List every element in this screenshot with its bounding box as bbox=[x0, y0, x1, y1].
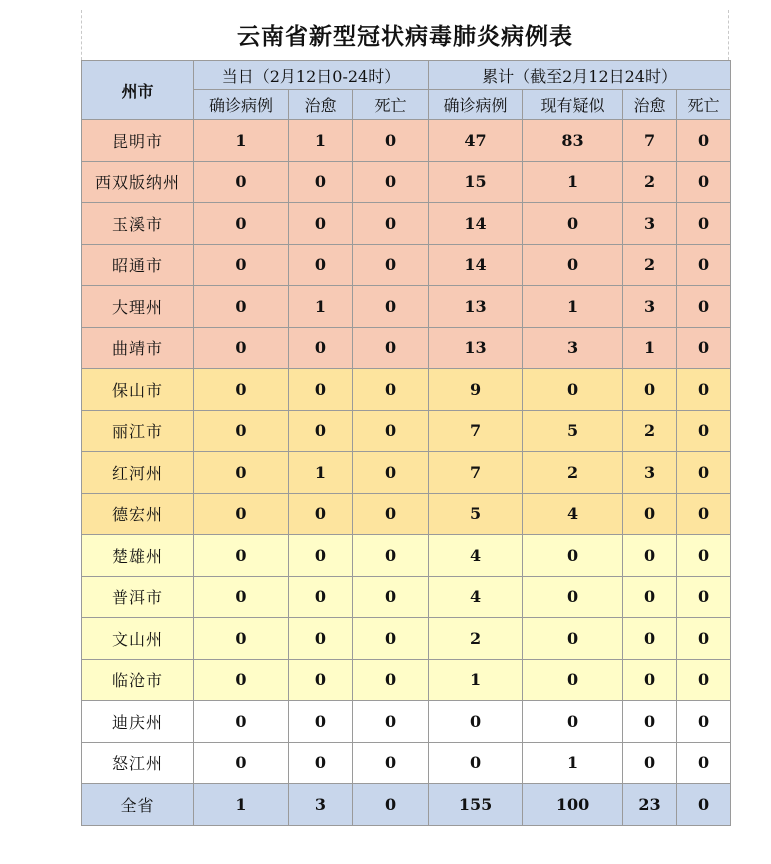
table-row bbox=[82, 286, 731, 328]
cell-cum-cured: 3 bbox=[623, 203, 677, 245]
cell-daily-deaths: 0 bbox=[353, 493, 429, 535]
region-name: 楚雄州 bbox=[82, 535, 194, 577]
col-header-daily-confirmed: 确诊病例 bbox=[194, 90, 289, 120]
cell-daily-deaths: 0 bbox=[353, 327, 429, 369]
cell-daily-confirmed: 0 bbox=[194, 369, 289, 411]
cell-cum-suspected: 100 bbox=[523, 784, 623, 826]
cell-cum-deaths: 0 bbox=[677, 327, 731, 369]
cell-cum-cured: 2 bbox=[623, 161, 677, 203]
region-name: 丽江市 bbox=[82, 410, 194, 452]
cell-cum-deaths: 0 bbox=[677, 701, 731, 743]
cell-daily-confirmed: 0 bbox=[194, 452, 289, 494]
cell-cum-suspected: 0 bbox=[523, 244, 623, 286]
cell-daily-deaths: 0 bbox=[353, 701, 429, 743]
table-body bbox=[82, 120, 731, 826]
cell-cum-suspected: 1 bbox=[523, 742, 623, 784]
cell-cum-suspected: 5 bbox=[523, 410, 623, 452]
table-row bbox=[82, 576, 731, 618]
cell-cum-suspected: 3 bbox=[523, 327, 623, 369]
cell-cum-suspected: 0 bbox=[523, 535, 623, 577]
cell-cum-confirmed: 0 bbox=[429, 742, 523, 784]
cell-cum-suspected: 0 bbox=[523, 203, 623, 245]
cell-cum-suspected: 0 bbox=[523, 369, 623, 411]
cell-daily-confirmed: 0 bbox=[194, 618, 289, 660]
cell-daily-confirmed: 1 bbox=[194, 784, 289, 826]
cell-cum-deaths: 0 bbox=[677, 535, 731, 577]
cell-daily-confirmed: 0 bbox=[194, 203, 289, 245]
cell-cum-confirmed: 47 bbox=[429, 120, 523, 162]
cell-cum-confirmed: 4 bbox=[429, 576, 523, 618]
cell-daily-confirmed: 0 bbox=[194, 493, 289, 535]
table-row bbox=[82, 535, 731, 577]
cell-cum-confirmed: 2 bbox=[429, 618, 523, 660]
region-name: 临沧市 bbox=[82, 659, 194, 701]
cell-cum-confirmed: 1 bbox=[429, 659, 523, 701]
cell-cum-suspected: 0 bbox=[523, 576, 623, 618]
cell-cum-deaths: 0 bbox=[677, 369, 731, 411]
cell-cum-cured: 3 bbox=[623, 286, 677, 328]
cell-cum-deaths: 0 bbox=[677, 286, 731, 328]
col-header-cum-deaths: 死亡 bbox=[677, 90, 731, 120]
cell-cum-deaths: 0 bbox=[677, 161, 731, 203]
table-row bbox=[82, 203, 731, 245]
region-name: 昆明市 bbox=[82, 120, 194, 162]
cell-cum-suspected: 0 bbox=[523, 618, 623, 660]
cell-cum-deaths: 0 bbox=[677, 659, 731, 701]
cell-daily-deaths: 0 bbox=[353, 410, 429, 452]
region-name: 全省 bbox=[82, 784, 194, 826]
cell-cum-cured: 0 bbox=[623, 742, 677, 784]
cell-daily-confirmed: 0 bbox=[194, 327, 289, 369]
cell-cum-cured: 2 bbox=[623, 410, 677, 452]
cell-cum-suspected: 1 bbox=[523, 161, 623, 203]
case-table bbox=[81, 60, 731, 826]
cell-daily-deaths: 0 bbox=[353, 203, 429, 245]
total-row bbox=[82, 784, 731, 826]
table-row bbox=[82, 452, 731, 494]
region-name: 普洱市 bbox=[82, 576, 194, 618]
region-name: 德宏州 bbox=[82, 493, 194, 535]
cell-cum-suspected: 0 bbox=[523, 701, 623, 743]
col-header-daily-cured: 治愈 bbox=[289, 90, 353, 120]
cell-cum-confirmed: 7 bbox=[429, 452, 523, 494]
cell-daily-deaths: 0 bbox=[353, 369, 429, 411]
region-name: 大理州 bbox=[82, 286, 194, 328]
cell-cum-cured: 2 bbox=[623, 244, 677, 286]
cell-daily-deaths: 0 bbox=[353, 659, 429, 701]
cumulative-group-header: 累计（截至2月12日24时） bbox=[429, 61, 731, 90]
cell-daily-deaths: 0 bbox=[353, 742, 429, 784]
cell-cum-cured: 0 bbox=[623, 493, 677, 535]
table-row bbox=[82, 659, 731, 701]
col-header-cum-suspected: 现有疑似 bbox=[523, 90, 623, 120]
daily-group-header: 当日（2月12日0-24时） bbox=[194, 61, 429, 90]
cell-daily-confirmed: 1 bbox=[194, 120, 289, 162]
cell-cum-deaths: 0 bbox=[677, 742, 731, 784]
cell-daily-cured: 1 bbox=[289, 286, 353, 328]
cell-daily-confirmed: 0 bbox=[194, 701, 289, 743]
table-row bbox=[82, 161, 731, 203]
cell-daily-cured: 0 bbox=[289, 203, 353, 245]
cell-cum-confirmed: 0 bbox=[429, 701, 523, 743]
cell-daily-deaths: 0 bbox=[353, 535, 429, 577]
cell-daily-cured: 1 bbox=[289, 120, 353, 162]
table-row bbox=[82, 493, 731, 535]
region-name: 怒江州 bbox=[82, 742, 194, 784]
cell-daily-cured: 0 bbox=[289, 493, 353, 535]
cell-cum-confirmed: 5 bbox=[429, 493, 523, 535]
cell-daily-cured: 0 bbox=[289, 535, 353, 577]
cell-cum-deaths: 0 bbox=[677, 784, 731, 826]
col-header-daily-deaths: 死亡 bbox=[353, 90, 429, 120]
cell-cum-confirmed: 7 bbox=[429, 410, 523, 452]
table-row bbox=[82, 742, 731, 784]
table-row bbox=[82, 244, 731, 286]
cell-daily-cured: 0 bbox=[289, 369, 353, 411]
cell-daily-cured: 0 bbox=[289, 327, 353, 369]
cell-daily-cured: 0 bbox=[289, 576, 353, 618]
cell-cum-cured: 0 bbox=[623, 576, 677, 618]
cell-daily-deaths: 0 bbox=[353, 452, 429, 494]
cell-daily-confirmed: 0 bbox=[194, 161, 289, 203]
cell-daily-deaths: 0 bbox=[353, 784, 429, 826]
cell-cum-suspected: 4 bbox=[523, 493, 623, 535]
cell-daily-deaths: 0 bbox=[353, 286, 429, 328]
cell-cum-deaths: 0 bbox=[677, 493, 731, 535]
cell-daily-cured: 0 bbox=[289, 618, 353, 660]
region-name: 文山州 bbox=[82, 618, 194, 660]
region-name: 红河州 bbox=[82, 452, 194, 494]
cell-daily-cured: 0 bbox=[289, 742, 353, 784]
cell-cum-confirmed: 13 bbox=[429, 286, 523, 328]
cell-daily-confirmed: 0 bbox=[194, 659, 289, 701]
cell-cum-cured: 7 bbox=[623, 120, 677, 162]
cell-daily-cured: 3 bbox=[289, 784, 353, 826]
cell-daily-cured: 1 bbox=[289, 452, 353, 494]
region-name: 曲靖市 bbox=[82, 327, 194, 369]
cell-daily-deaths: 0 bbox=[353, 576, 429, 618]
region-name: 昭通市 bbox=[82, 244, 194, 286]
table-row bbox=[82, 327, 731, 369]
cell-daily-confirmed: 0 bbox=[194, 576, 289, 618]
table-row bbox=[82, 369, 731, 411]
cell-cum-deaths: 0 bbox=[677, 410, 731, 452]
region-name: 西双版纳州 bbox=[82, 161, 194, 203]
cell-daily-confirmed: 0 bbox=[194, 410, 289, 452]
cell-cum-cured: 0 bbox=[623, 701, 677, 743]
cell-cum-cured: 3 bbox=[623, 452, 677, 494]
table-row bbox=[82, 120, 731, 162]
cell-cum-deaths: 0 bbox=[677, 452, 731, 494]
cell-daily-deaths: 0 bbox=[353, 161, 429, 203]
cell-cum-cured: 0 bbox=[623, 369, 677, 411]
cell-daily-confirmed: 0 bbox=[194, 286, 289, 328]
table-row bbox=[82, 618, 731, 660]
cell-cum-cured: 1 bbox=[623, 327, 677, 369]
region-name: 迪庆州 bbox=[82, 701, 194, 743]
cell-daily-confirmed: 0 bbox=[194, 742, 289, 784]
cell-daily-cured: 0 bbox=[289, 244, 353, 286]
table-row bbox=[82, 701, 731, 743]
cell-cum-deaths: 0 bbox=[677, 203, 731, 245]
cell-cum-confirmed: 14 bbox=[429, 203, 523, 245]
cell-cum-deaths: 0 bbox=[677, 576, 731, 618]
cell-daily-deaths: 0 bbox=[353, 244, 429, 286]
cell-daily-cured: 0 bbox=[289, 701, 353, 743]
cell-cum-confirmed: 15 bbox=[429, 161, 523, 203]
table-row bbox=[82, 410, 731, 452]
cell-cum-confirmed: 13 bbox=[429, 327, 523, 369]
cell-cum-suspected: 1 bbox=[523, 286, 623, 328]
col-header-cum-cured: 治愈 bbox=[623, 90, 677, 120]
cell-daily-confirmed: 0 bbox=[194, 535, 289, 577]
cell-cum-cured: 23 bbox=[623, 784, 677, 826]
cell-cum-cured: 0 bbox=[623, 535, 677, 577]
cell-daily-cured: 0 bbox=[289, 410, 353, 452]
cell-cum-suspected: 2 bbox=[523, 452, 623, 494]
cell-cum-confirmed: 9 bbox=[429, 369, 523, 411]
cell-cum-cured: 0 bbox=[623, 618, 677, 660]
page-title: 云南省新型冠状病毒肺炎病例表 bbox=[237, 24, 573, 50]
cell-cum-deaths: 0 bbox=[677, 618, 731, 660]
cell-cum-cured: 0 bbox=[623, 659, 677, 701]
cell-cum-suspected: 0 bbox=[523, 659, 623, 701]
region-header: 州市 bbox=[82, 61, 194, 120]
cell-cum-suspected: 83 bbox=[523, 120, 623, 162]
cell-cum-confirmed: 4 bbox=[429, 535, 523, 577]
cell-daily-confirmed: 0 bbox=[194, 244, 289, 286]
region-name: 保山市 bbox=[82, 369, 194, 411]
cell-cum-deaths: 0 bbox=[677, 120, 731, 162]
col-header-cum-confirmed: 确诊病例 bbox=[429, 90, 523, 120]
cell-daily-deaths: 0 bbox=[353, 618, 429, 660]
cell-daily-deaths: 0 bbox=[353, 120, 429, 162]
region-name: 玉溪市 bbox=[82, 203, 194, 245]
cell-daily-cured: 0 bbox=[289, 659, 353, 701]
cell-daily-cured: 0 bbox=[289, 161, 353, 203]
cell-cum-confirmed: 155 bbox=[429, 784, 523, 826]
cell-cum-confirmed: 14 bbox=[429, 244, 523, 286]
cell-cum-deaths: 0 bbox=[677, 244, 731, 286]
table-header bbox=[82, 61, 731, 120]
